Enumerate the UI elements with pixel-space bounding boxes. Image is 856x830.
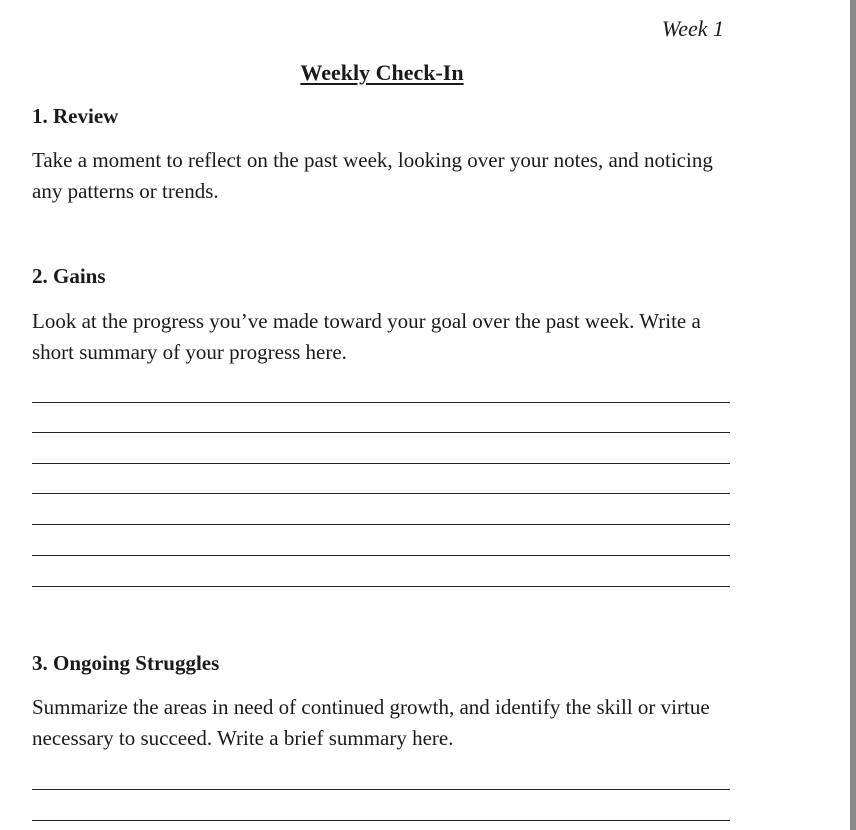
writing-line [32,524,730,525]
writing-line [32,432,730,433]
section-body-gains: Look at the progress you’ve made toward your goal over the past week. Write a short summary of your progress here. [32,309,701,364]
section-heading-review: 1. Review [32,104,119,128]
writing-line [32,402,730,403]
writing-line [32,789,730,790]
writing-line [32,820,730,821]
writing-line [32,586,730,587]
section-heading-ongoing-struggles: 3. Ongoing Struggles [32,651,220,675]
writing-line [32,463,730,464]
writing-line [32,493,730,494]
section-body-review: Take a moment to reflect on the past week, looking over your notes, and noticing any patterns or trends. [32,148,713,203]
page-title: Weekly Check-In [300,60,464,85]
week-label: Week 1 [661,16,724,41]
page-edge-shadow [850,0,856,830]
section-heading-gains: 2. Gains [32,264,106,288]
section-body-ongoing-struggles: Summarize the areas in need of continued growth, and identify the skill or virtue necessary to succeed. Write a brief summary here. [32,695,710,750]
writing-line [32,555,730,556]
